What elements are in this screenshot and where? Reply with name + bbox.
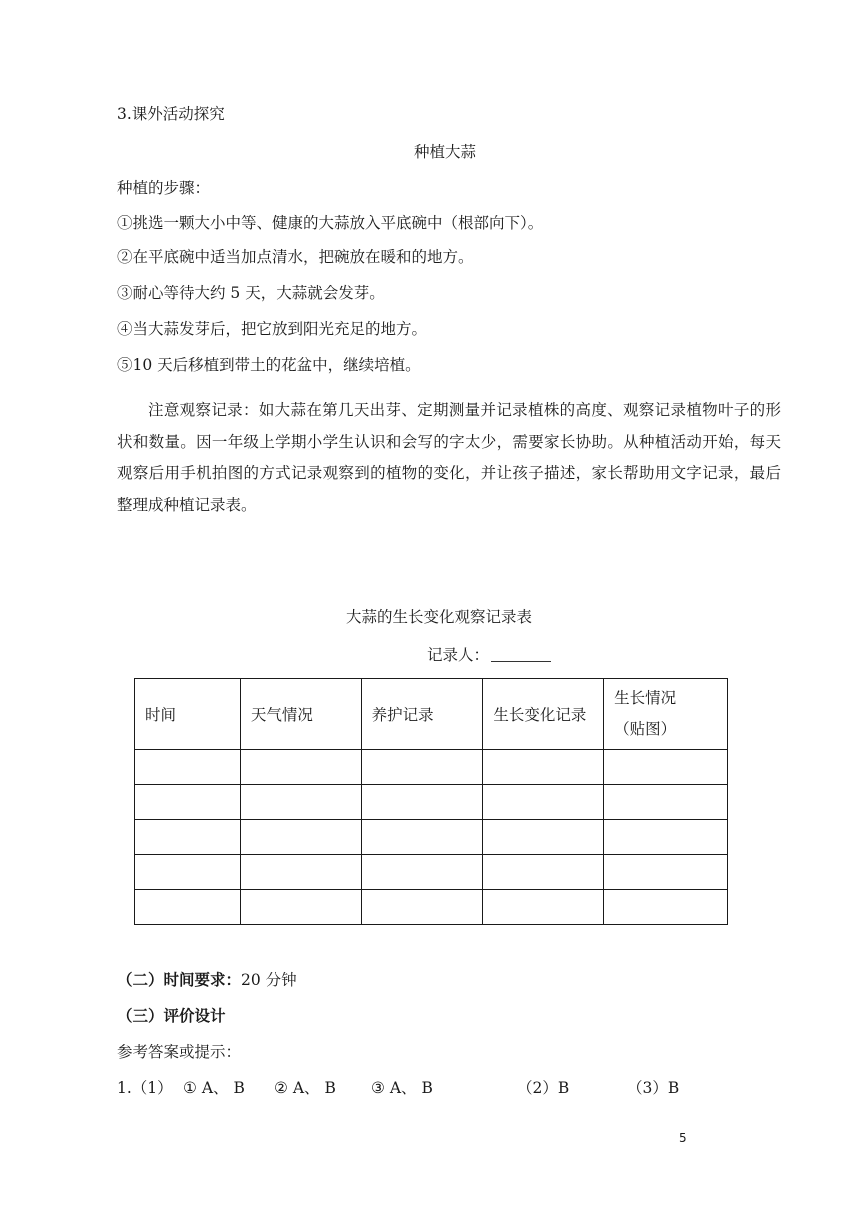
table-cell[interactable] xyxy=(604,890,728,925)
steps-heading: 种植的步骤： xyxy=(117,179,211,197)
answers-heading: 参考答案或提示： xyxy=(117,1043,242,1061)
answer-line xyxy=(117,1078,680,1098)
observation-record-table xyxy=(134,678,728,925)
step-item: ①挑选一颗大小中等、健康的大蒜放入平底碗中（根部向下）。 xyxy=(117,214,544,232)
table-cell[interactable] xyxy=(135,855,241,890)
table-title: 大蒜的生长变化观察记录表 xyxy=(346,608,533,626)
table-cell[interactable] xyxy=(135,820,241,855)
table-row xyxy=(135,820,728,855)
table-cell[interactable] xyxy=(361,750,483,785)
table-cell[interactable] xyxy=(240,855,361,890)
answer-item: ② A、 B xyxy=(274,1079,336,1097)
header-weather: 天气情况 xyxy=(240,679,361,750)
table-row xyxy=(135,855,728,890)
table-cell[interactable] xyxy=(240,785,361,820)
table-cell[interactable] xyxy=(483,820,604,855)
observation-note: 注意观察记录：如大蒜在第几天出芽、定期测量并记录植株的高度、观察记录植物叶子的形状和数量。因一年级上学期小学生认识和会写的字太少，需要家长协助。从种植活动开始，每天观察后用手机拍图的方式记录观察到的植物的变化，并让孩子描述，家长帮助用文字记录，最后整理成种植记录表。 xyxy=(117,401,781,514)
table-cell[interactable] xyxy=(483,855,604,890)
table-cell[interactable] xyxy=(361,820,483,855)
step-item: ⑤10 天后移植到带土的花盆中，继续培植。 xyxy=(117,356,421,374)
answer-item: （2）B xyxy=(517,1079,570,1097)
table-cell[interactable] xyxy=(604,785,728,820)
activity-title: 种植大蒜 xyxy=(414,143,477,161)
answer-item: （3）B xyxy=(627,1079,680,1097)
table-cell[interactable] xyxy=(483,750,604,785)
time-requirement xyxy=(117,970,297,990)
section-heading: 3.课外活动探究 xyxy=(117,105,225,123)
table-cell[interactable] xyxy=(483,890,604,925)
step-item: ④当大蒜发芽后，把它放到阳光充足的地方。 xyxy=(117,320,428,338)
recorder-label: 记录人： xyxy=(427,646,490,664)
table-row xyxy=(135,750,728,785)
table-cell[interactable] xyxy=(361,855,483,890)
time-requirement-label: （二）时间要求： xyxy=(117,970,242,989)
header-time: 时间 xyxy=(135,679,241,750)
header-care: 养护记录 xyxy=(361,679,483,750)
header-growth-status-label: 生长情况 xyxy=(614,689,677,707)
recorder-line xyxy=(427,645,551,665)
table-row xyxy=(135,785,728,820)
time-requirement-value: 20 分钟 xyxy=(241,971,297,989)
table-cell[interactable] xyxy=(135,785,241,820)
table-cell[interactable] xyxy=(135,890,241,925)
table-cell[interactable] xyxy=(240,890,361,925)
step-item: ③耐心等待大约 5 天，大蒜就会发芽。 xyxy=(117,284,385,302)
step-item: ②在平底碗中适当加点清水，把碗放在暖和的地方。 xyxy=(117,248,474,266)
recorder-blank[interactable] xyxy=(491,647,551,662)
table-cell[interactable] xyxy=(604,820,728,855)
answer-item: ① A、 B xyxy=(183,1079,245,1097)
evaluation-heading: （三）评价设计 xyxy=(117,1006,226,1025)
answer-item: ③ A、 B xyxy=(371,1079,433,1097)
table-cell[interactable] xyxy=(135,750,241,785)
answer-number: 1.（1） xyxy=(117,1079,173,1097)
table-cell[interactable] xyxy=(604,855,728,890)
table-cell[interactable] xyxy=(240,820,361,855)
table-row xyxy=(135,890,728,925)
header-photo-label: （贴图） xyxy=(614,720,677,738)
table-cell[interactable] xyxy=(361,890,483,925)
table-cell[interactable] xyxy=(604,750,728,785)
page-number: 5 xyxy=(679,1131,687,1145)
header-growth-status xyxy=(604,679,728,750)
header-growth-change: 生长变化记录 xyxy=(483,679,604,750)
table-cell[interactable] xyxy=(483,785,604,820)
table-cell[interactable] xyxy=(240,750,361,785)
table-cell[interactable] xyxy=(361,785,483,820)
table-header-row xyxy=(135,679,728,750)
